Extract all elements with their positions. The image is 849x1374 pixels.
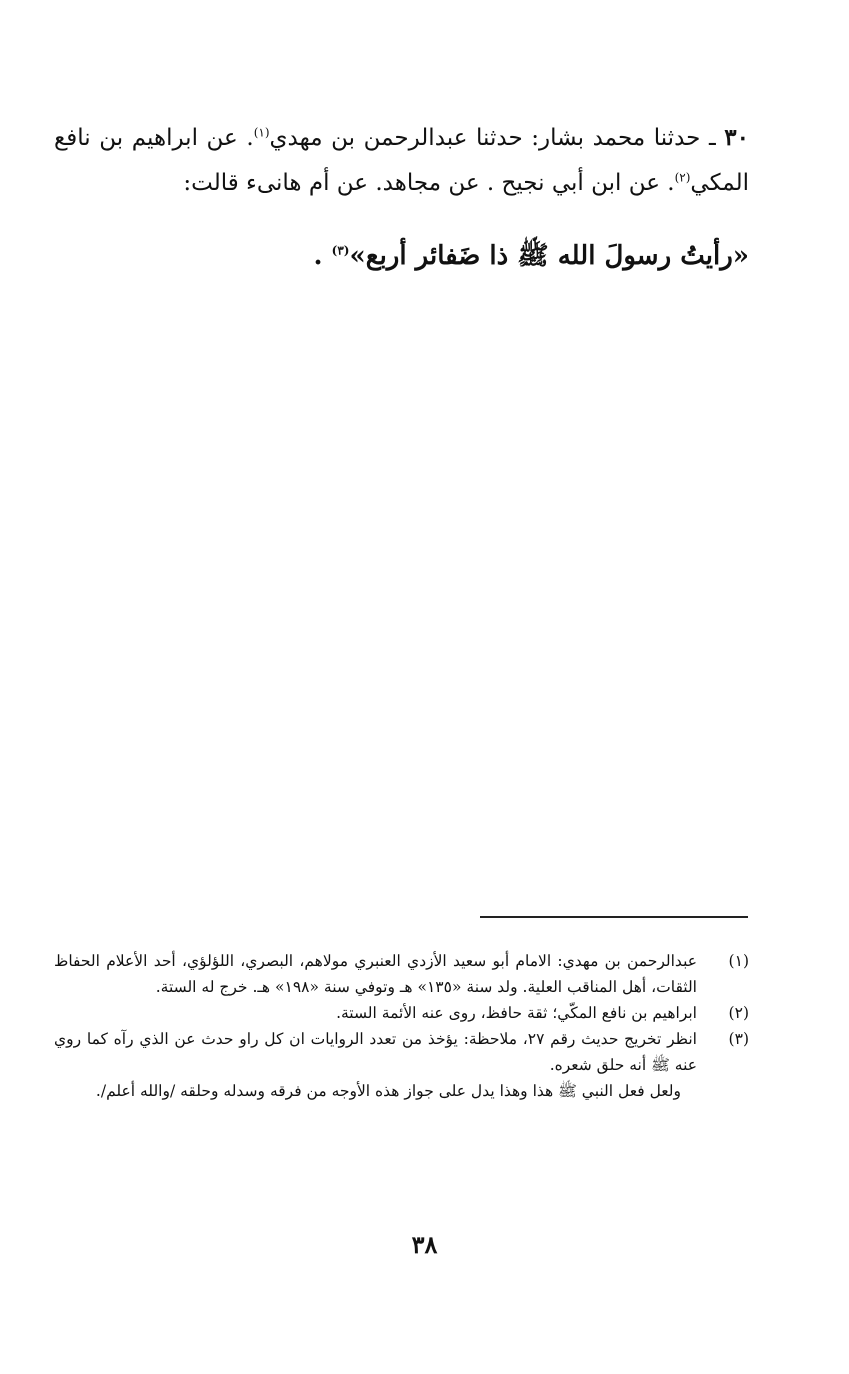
footnote-2 <box>54 1000 749 1026</box>
footnote-number: (٣) <box>728 1030 749 1048</box>
isnad-part-3: . عن ابن أبي نجيح . عن مجاهد. عن أم هانىء قالت: <box>183 170 675 196</box>
footnote-body <box>54 1000 697 1026</box>
hadith-matn <box>100 231 749 281</box>
hadith-number: ٣٠ <box>724 124 749 151</box>
footnote-marker-3[interactable]: (٣) <box>331 243 350 258</box>
page-number: ٣٨ <box>411 1230 438 1259</box>
footnote-1 <box>54 948 749 1000</box>
footnote-separator <box>480 916 748 918</box>
footnote-number: (١) <box>728 952 749 970</box>
footnotes-section <box>54 948 749 1104</box>
footnote-number: (٢) <box>728 1004 749 1022</box>
footnote-text: عبدالرحمن بن مهدي: الامام أبو سعيد الأزدي العنبري مولاهم، البصري، اللؤلؤي، أحد الأعلام الحفاظ الثقات، أهل المناقب العلية. ولد سنة «١٣٥» هـ وتوفي سنة «١٩٨» هـ. خرج له الستة. <box>54 952 697 996</box>
matn-text: «رأيتُ رسولَ الله ﷺ ذا ضَفائر أربع» <box>349 241 749 271</box>
footnote-marker-2[interactable]: (٢) <box>674 170 691 185</box>
matn-end: . <box>313 241 332 271</box>
footnote-3 <box>54 1026 749 1104</box>
footnote-text: ولعل فعل النبي ﷺ هذا وهذا يدل على جواز هذه الأوجه من فرقه وسدله وحلقه /والله أعلم/. <box>95 1082 681 1100</box>
footnote-body <box>54 1026 697 1104</box>
footnote-text: ابراهيم بن نافع المكّي؛ ثقة حافظ، روى عنه الأئمة الستة. <box>336 1004 697 1022</box>
footnote-marker-1[interactable]: (١) <box>253 125 270 140</box>
hadith-paragraph <box>54 115 749 206</box>
footnote-text: انظر تخريج حديث رقم ٢٧، ملاحظة: يؤخذ من تعدد الروايات ان كل راو حدث عن الذي رآه كما روي عنه ﷺ أنه حلق شعره. <box>54 1030 697 1074</box>
isnad-part-2: . عن ابراهيم بن نافع المكي <box>54 125 749 196</box>
footnote-body <box>54 948 697 1000</box>
hadith-dash: ـ <box>700 125 725 151</box>
isnad-part-1: حدثنا محمد بشار: حدثنا عبدالرحمن بن مهدي <box>269 125 701 151</box>
